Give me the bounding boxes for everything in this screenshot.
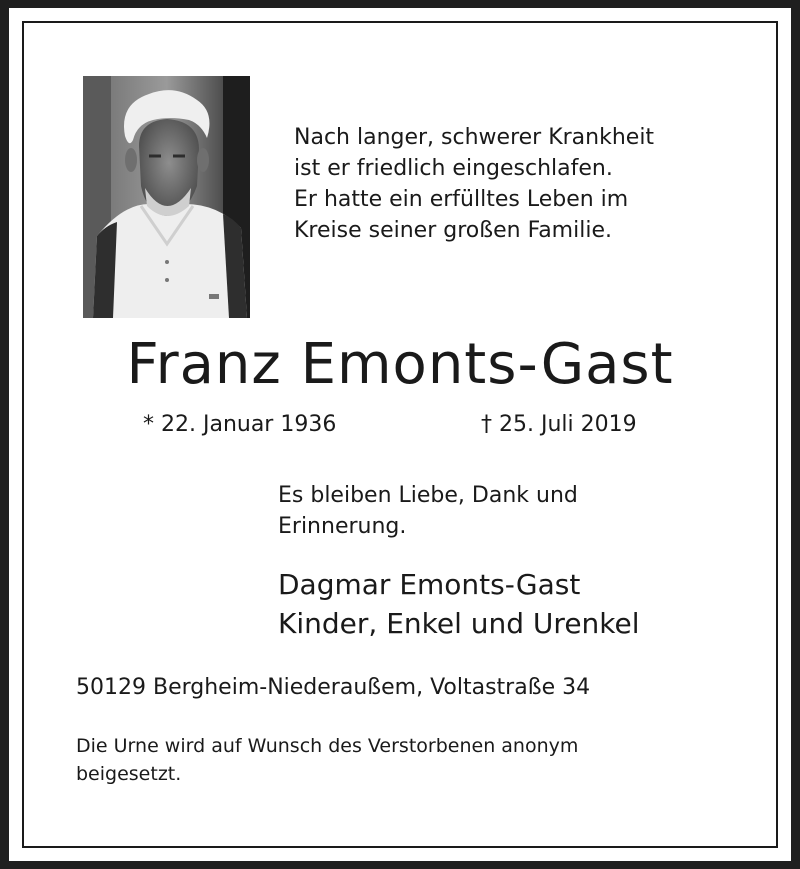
note-line: Die Urne wird auf Wunsch des Verstorbenen anonym <box>76 735 579 757</box>
portrait-photo <box>83 76 250 318</box>
remembrance-line: Erinnerung. <box>278 514 407 539</box>
remembrance-line: Es bleiben Liebe, Dank und <box>278 483 578 508</box>
address: 50129 Bergheim-Niederaußem, Voltastraße 34 <box>76 675 591 700</box>
death-date: † 25. Juli 2019 <box>481 412 637 437</box>
note-line: beigesetzt. <box>76 763 182 785</box>
burial-note <box>76 732 578 788</box>
intro-line: Er hatte ein erfülltes Leben im <box>294 187 629 212</box>
family-line: Kinder, Enkel und Urenkel <box>278 607 640 640</box>
intro-line: Kreise seiner großen Familie. <box>294 218 612 243</box>
deceased-name: Franz Emonts-Gast <box>126 332 674 397</box>
intro-line: ist er friedlich eingeschlafen. <box>294 156 613 181</box>
family-signature <box>278 565 640 643</box>
remembrance-text <box>278 480 578 542</box>
intro-line: Nach langer, schwerer Krankheit <box>294 125 655 150</box>
intro-text <box>294 122 654 246</box>
family-line: Dagmar Emonts-Gast <box>278 568 581 601</box>
birth-date: * 22. Januar 1936 <box>143 412 337 437</box>
